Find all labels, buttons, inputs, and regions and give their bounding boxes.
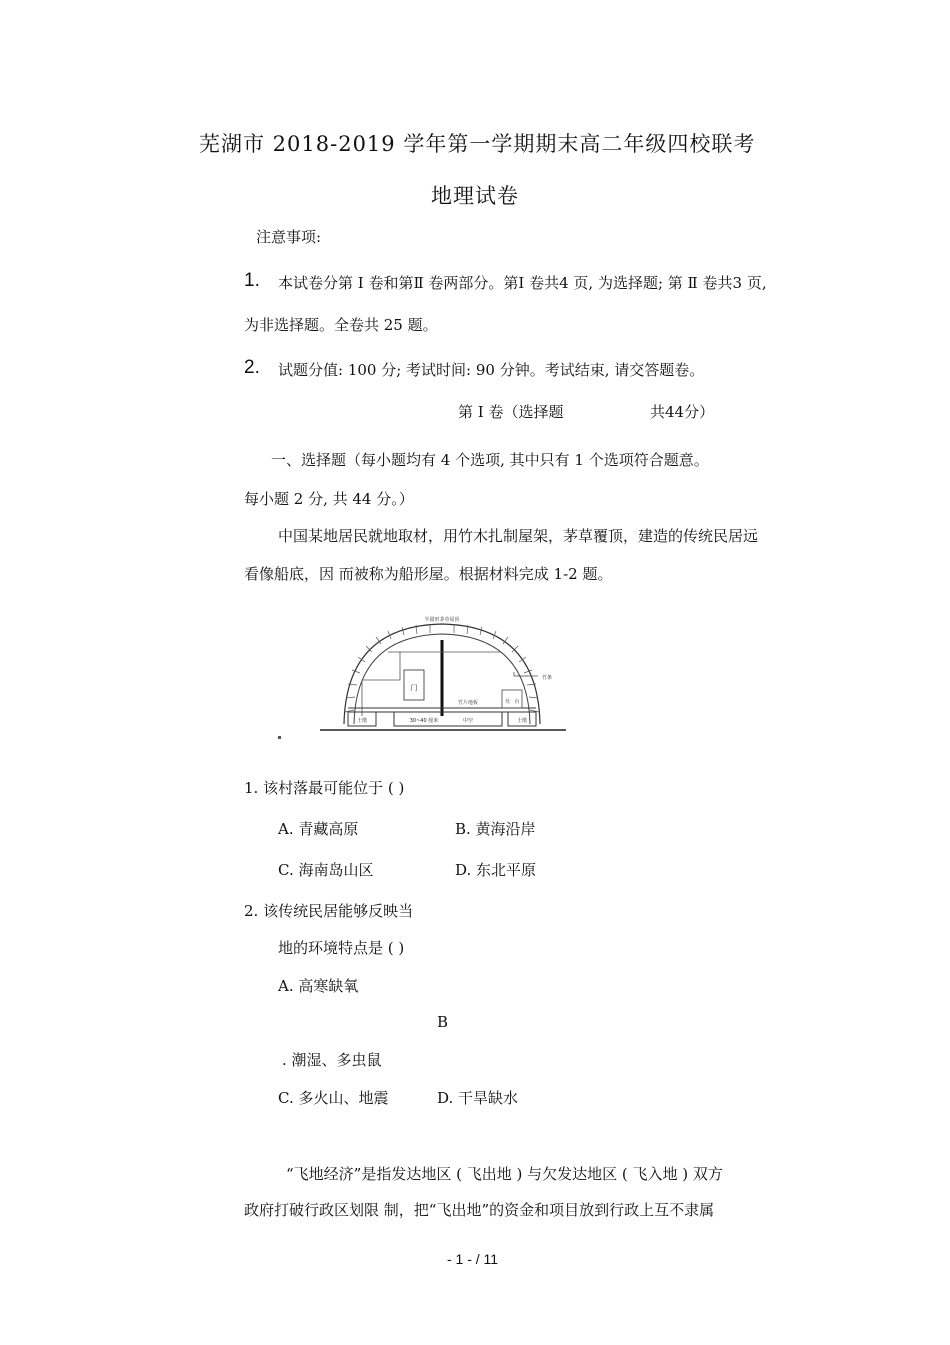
bamboo-floor-label: 竹片地板 (457, 700, 479, 706)
question1-option-d: D. 东北平原 (455, 861, 537, 879)
question2-option-d: D. 干旱缺水 (437, 1089, 519, 1107)
volume-heading-right: 共44分） (650, 403, 715, 421)
question1-option-a: A. 青藏高原 (278, 820, 359, 838)
door-label: 门 (410, 684, 418, 692)
soil-mound-left-label: 土墩 (356, 718, 368, 724)
notice-item2-number: 2. (244, 357, 260, 378)
question1-option-c: C. 海南岛山区 (278, 861, 374, 879)
question2-option-b-letter: B (437, 1013, 449, 1031)
passage2-line2: 政府打破行政区划限 制，把“飞出地”的资金和项目放到行政上互不隶属 (244, 1201, 715, 1219)
passage1-line1: 中国某地居民就地取材，用竹木扎制屋架，茅草覆顶，建造的传统民居远 (278, 527, 759, 545)
hollow-label: 中空 (462, 718, 474, 724)
question1-stem: 1. 该村落最可能位于 ( ) (244, 779, 405, 797)
notice-item1-text-cont: 为非选择题。全卷共 25 题。 (244, 316, 438, 334)
platform-label: 台 (514, 699, 520, 705)
notice-item1-number: 1. (244, 270, 260, 291)
question2-stem: 2. 该传统民居能够反映当 (244, 902, 414, 920)
passage2-line1: “飞地经济”是指发达地区 ( 飞出地 ) 与欠发达地区 ( 飞入地 ) 双方 (286, 1165, 723, 1183)
notice-item2-text: 试题分值: 100 分; 考试时间: 90 分钟。考试结束, 请交答题卷。 (278, 361, 705, 379)
question1-option-b: B. 黄海沿岸 (455, 820, 536, 838)
page-number: - 1 - / 11 (447, 1251, 499, 1267)
question2-option-a: A. 高寒缺氧 (278, 977, 359, 995)
bamboo-strip-label: 竹条 (542, 675, 553, 681)
question2-option-b-text: . 潮湿、多虫鼠 (282, 1051, 382, 1069)
height-label: 30~40 厘米 (409, 718, 439, 724)
soil-mound-right-label: 土墩 (516, 718, 528, 724)
figure-dot-mark (278, 736, 281, 739)
stove-label: 灶 (505, 699, 511, 705)
boat-house-diagram (318, 612, 568, 740)
exam-title-line2: 地理试卷 (431, 184, 519, 208)
volume-heading-left: 第 Ⅰ 卷（选择题 (458, 403, 564, 421)
passage1-line2: 看像船底，因 而被称为船形屋。根据材料完成 1-2 题。 (244, 565, 613, 583)
part-instructions-line1: 一、选择题（每小题均有 4 个选项, 其中只有 1 个选项符合题意。 (271, 451, 709, 469)
question2-stem-cont: 地的环境特点是 ( ) (278, 939, 405, 957)
exam-title-line1: 芜湖市 2018-2019 学年第一学期期末高二年级四校联考 (199, 132, 756, 156)
roof-label: 半圆形茅草屋顶 (424, 617, 460, 623)
notice-heading: 注意事项: (256, 228, 322, 246)
part-instructions-line2: 每小题 2 分, 共 44 分。） (244, 490, 414, 508)
question2-option-c: C. 多火山、地震 (278, 1089, 389, 1107)
notice-item1-text: 本试卷分第 Ⅰ 卷和第Ⅱ 卷两部分。第Ⅰ 卷共4 页, 为选择题; 第 Ⅱ 卷共3 页, (278, 274, 767, 292)
